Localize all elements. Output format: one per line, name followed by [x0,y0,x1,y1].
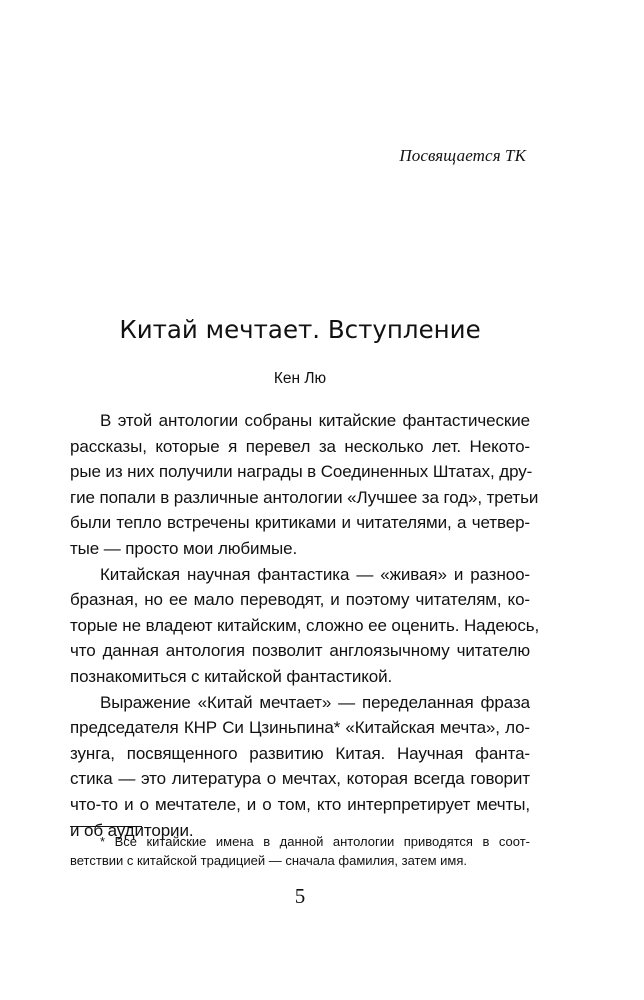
footnote [70,833,530,870]
text-line: рассказы, которые я перевел за несколько лет. Некото- [70,436,530,456]
footnote-line: * Все китайские имена в данной антологии приводятся в соот- [100,834,530,849]
text-line: что данная антология позволит англоязычному читателю [70,641,530,661]
paragraph [70,408,539,562]
text-line: тые — просто мои любимые. [70,538,298,558]
text-line: В этой антологии собраны китайские фантастические [100,411,530,430]
dedication: Посвящается ТК [399,146,526,165]
text-line: Выражение «Китай мечтает» — переделанная фраза [100,692,530,712]
text-line: стика — это литература о мечтах, которая всегда говорит [70,769,530,789]
chapter-title: Китай мечтает. Вступление [119,315,481,344]
text-line: бразная, но ее мало переводят, и поэтому читателям, ко- [70,590,530,610]
text-line: были тепло встречены критиками и читателями, а четвер- [70,513,530,533]
text-line: зунга, посвященного развитию Китая. Научная фанта- [70,743,530,763]
text-line: Китайская научная фантастика — «живая» и разноо- [100,564,530,584]
text-line: что-то и о мечтателе, и о том, кто интерпретирует мечты, [70,794,530,814]
text-line: торые не владеют китайским, сложно ее оценить. Надеюсь, [70,615,540,635]
page-number: 5 [294,884,306,908]
footnote-line: ветствии с китайской традицией — сначала фамилия, затем имя. [70,852,467,868]
text-line: познакомиться с китайской фантастикой. [70,666,393,686]
text-line: рые из них получили награды в Соединенных Штатах, дру- [70,462,533,482]
body-text [70,408,540,843]
text-line: гие попали в различные антологии «Лучшее за год», третьи [70,487,539,507]
footnote-divider [70,826,142,827]
paragraph [70,562,540,690]
chapter-author: Кен Лю [273,370,327,387]
paragraph [70,690,530,844]
text-line: и об аудитории. [70,820,194,840]
text-line: председателя КНР Си Цзиньпина* «Китайская мечта», ло- [70,718,530,738]
